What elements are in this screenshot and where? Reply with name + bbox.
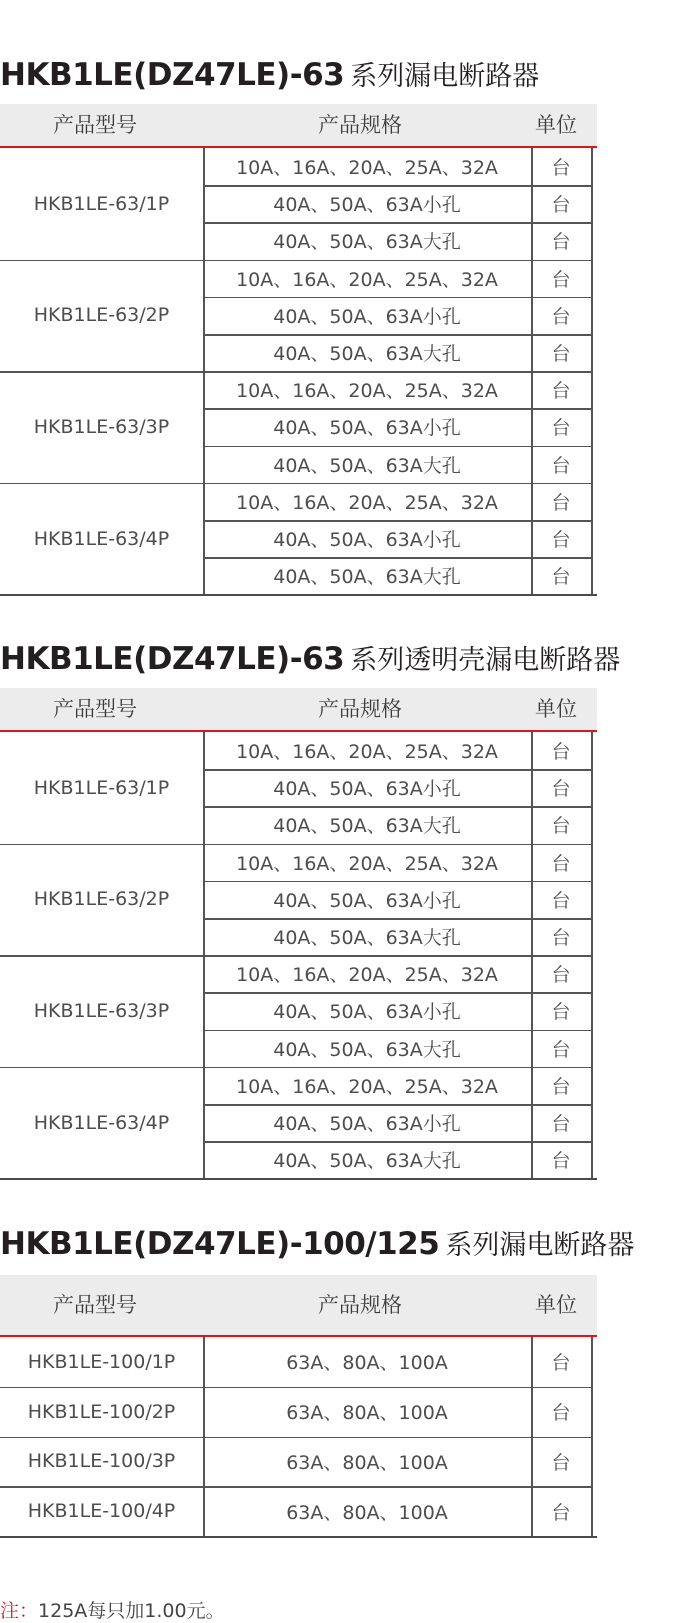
- spec-cell: 40A、50A、63A小孔: [273, 194, 461, 217]
- spec-cell: 40A、50A、63A大孔: [273, 566, 461, 589]
- group-divider: [0, 371, 591, 373]
- price-table: [0, 688, 597, 1180]
- model-cell: HKB1LE-100/1P: [27, 1350, 176, 1373]
- column-divider: [203, 1337, 205, 1536]
- model-cell: HKB1LE-100/4P: [27, 1500, 176, 1523]
- header-model: 产品型号: [53, 1293, 137, 1317]
- unit-cell: 台: [551, 231, 571, 254]
- section-title-desc: 系列漏电断路器: [445, 1230, 635, 1261]
- unit-cell: 台: [551, 1113, 571, 1136]
- spec-cell: 40A、50A、63A大孔: [273, 454, 461, 477]
- unit-cell: 台: [551, 927, 571, 950]
- footnote: [0, 1596, 225, 1623]
- unit-cell: 台: [551, 852, 571, 875]
- spec-cell: 10A、16A、20A、25A、32A: [236, 157, 498, 180]
- price-table: [0, 1275, 597, 1538]
- footnote-mark: 注：: [0, 1600, 39, 1622]
- unit-cell: 台: [551, 964, 571, 987]
- table-body: [0, 148, 597, 596]
- unit-cell: 台: [551, 194, 571, 217]
- spec-cell: 40A、50A、63A小孔: [273, 889, 461, 912]
- unit-cell: 台: [551, 815, 571, 838]
- row-divider: [203, 185, 591, 187]
- column-divider: [203, 732, 205, 1178]
- row-divider: [203, 769, 591, 771]
- footnote-text: 125A每只加1.00元。: [38, 1600, 225, 1622]
- section-title-model: HKB1LE(DZ47LE)-63: [0, 57, 345, 93]
- model-cell: HKB1LE-63/2P: [33, 888, 170, 911]
- spec-cell: 63A、80A、100A: [286, 1352, 448, 1375]
- group-divider: [0, 1437, 591, 1439]
- spec-cell: 10A、16A、20A、25A、32A: [236, 268, 498, 291]
- spec-cell: 10A、16A、20A、25A、32A: [236, 380, 498, 403]
- section-title-desc: 系列透明壳漏电断路器: [350, 645, 621, 676]
- model-cell: HKB1LE-100/3P: [27, 1450, 176, 1473]
- header-spec: 产品规格: [318, 113, 402, 137]
- unit-cell: 台: [551, 1451, 571, 1474]
- unit-cell: 台: [551, 417, 571, 440]
- spec-cell: 40A、50A、63A大孔: [273, 927, 461, 950]
- column-divider: [591, 148, 593, 594]
- spec-cell: 10A、16A、20A、25A、32A: [236, 491, 498, 514]
- section-title: [0, 638, 620, 685]
- row-divider: [203, 1141, 591, 1143]
- section-title: [0, 54, 539, 101]
- unit-cell: 台: [551, 491, 571, 514]
- spec-cell: 40A、50A、63A小孔: [273, 417, 461, 440]
- group-divider: [0, 1387, 591, 1389]
- group-divider: [0, 1067, 591, 1069]
- spec-cell: 40A、50A、63A大孔: [273, 231, 461, 254]
- table-body: [0, 1337, 597, 1538]
- unit-cell: 台: [551, 889, 571, 912]
- spec-cell: 40A、50A、63A小孔: [273, 1001, 461, 1024]
- row-divider: [203, 222, 591, 224]
- column-divider: [203, 148, 205, 594]
- unit-cell: 台: [551, 1352, 571, 1375]
- unit-cell: 台: [551, 741, 571, 764]
- column-divider: [591, 732, 593, 1178]
- row-divider: [203, 992, 591, 994]
- spec-cell: 10A、16A、20A、25A、32A: [236, 741, 498, 764]
- unit-cell: 台: [551, 268, 571, 291]
- unit-cell: 台: [551, 343, 571, 366]
- unit-cell: 台: [551, 305, 571, 328]
- column-divider: [591, 1337, 593, 1536]
- row-divider: [203, 806, 591, 808]
- model-cell: HKB1LE-100/2P: [27, 1400, 176, 1423]
- spec-cell: 40A、50A、63A大孔: [273, 343, 461, 366]
- spec-cell: 40A、50A、63A大孔: [273, 1150, 461, 1173]
- header-spec: 产品规格: [318, 1293, 402, 1317]
- unit-cell: 台: [551, 778, 571, 801]
- model-cell: HKB1LE-63/3P: [33, 999, 170, 1022]
- group-divider: [0, 260, 591, 262]
- unit-cell: 台: [551, 1501, 571, 1524]
- spec-cell: 10A、16A、20A、25A、32A: [236, 964, 498, 987]
- table-header: [0, 688, 597, 732]
- model-cell: HKB1LE-63/3P: [33, 415, 170, 438]
- model-cell: HKB1LE-63/1P: [33, 776, 170, 799]
- model-cell: HKB1LE-63/4P: [33, 1111, 170, 1134]
- section-title-desc: 系列漏电断路器: [350, 61, 540, 92]
- row-divider: [203, 1030, 591, 1032]
- spec-cell: 63A、80A、100A: [286, 1501, 448, 1524]
- column-divider: [531, 732, 533, 1178]
- unit-cell: 台: [551, 529, 571, 552]
- section-title: [0, 1222, 634, 1271]
- table-body: [0, 732, 597, 1180]
- column-divider: [531, 148, 533, 594]
- spec-cell: 40A、50A、63A大孔: [273, 815, 461, 838]
- price-table: [0, 104, 597, 596]
- row-divider: [203, 297, 591, 299]
- section-title-model: HKB1LE(DZ47LE)-63: [0, 641, 345, 677]
- spec-cell: 63A、80A、100A: [286, 1451, 448, 1474]
- header-model: 产品型号: [53, 697, 137, 721]
- row-divider: [203, 446, 591, 448]
- header-spec: 产品规格: [318, 697, 402, 721]
- row-divider: [203, 334, 591, 336]
- unit-cell: 台: [551, 566, 571, 589]
- spec-cell: 40A、50A、63A小孔: [273, 1113, 461, 1136]
- header-unit: 单位: [535, 113, 577, 137]
- column-divider: [531, 1337, 533, 1536]
- section-title-model: HKB1LE(DZ47LE)-100/125: [0, 1226, 440, 1262]
- model-cell: HKB1LE-63/2P: [33, 304, 170, 327]
- group-divider: [0, 844, 591, 846]
- model-cell: HKB1LE-63/1P: [33, 192, 170, 215]
- header-unit: 单位: [535, 1293, 577, 1317]
- table-header: [0, 104, 597, 148]
- row-divider: [203, 520, 591, 522]
- header-model: 产品型号: [53, 113, 137, 137]
- group-divider: [0, 483, 591, 485]
- unit-cell: 台: [551, 380, 571, 403]
- row-divider: [203, 557, 591, 559]
- spec-cell: 40A、50A、63A大孔: [273, 1038, 461, 1061]
- spec-cell: 10A、16A、20A、25A、32A: [236, 852, 498, 875]
- spec-cell: 40A、50A、63A小孔: [273, 778, 461, 801]
- row-divider: [203, 408, 591, 410]
- unit-cell: 台: [551, 157, 571, 180]
- unit-cell: 台: [551, 1150, 571, 1173]
- spec-cell: 40A、50A、63A小孔: [273, 529, 461, 552]
- spec-cell: 40A、50A、63A小孔: [273, 305, 461, 328]
- unit-cell: 台: [551, 1001, 571, 1024]
- row-divider: [203, 1104, 591, 1106]
- row-divider: [203, 881, 591, 883]
- spec-cell: 63A、80A、100A: [286, 1402, 448, 1425]
- table-header: [0, 1275, 597, 1337]
- group-divider: [0, 955, 591, 957]
- unit-cell: 台: [551, 1402, 571, 1425]
- header-unit: 单位: [535, 697, 577, 721]
- group-divider: [0, 1486, 591, 1488]
- row-divider: [203, 918, 591, 920]
- unit-cell: 台: [551, 1038, 571, 1061]
- model-cell: HKB1LE-63/4P: [33, 527, 170, 550]
- unit-cell: 台: [551, 454, 571, 477]
- unit-cell: 台: [551, 1075, 571, 1098]
- spec-cell: 10A、16A、20A、25A、32A: [236, 1075, 498, 1098]
